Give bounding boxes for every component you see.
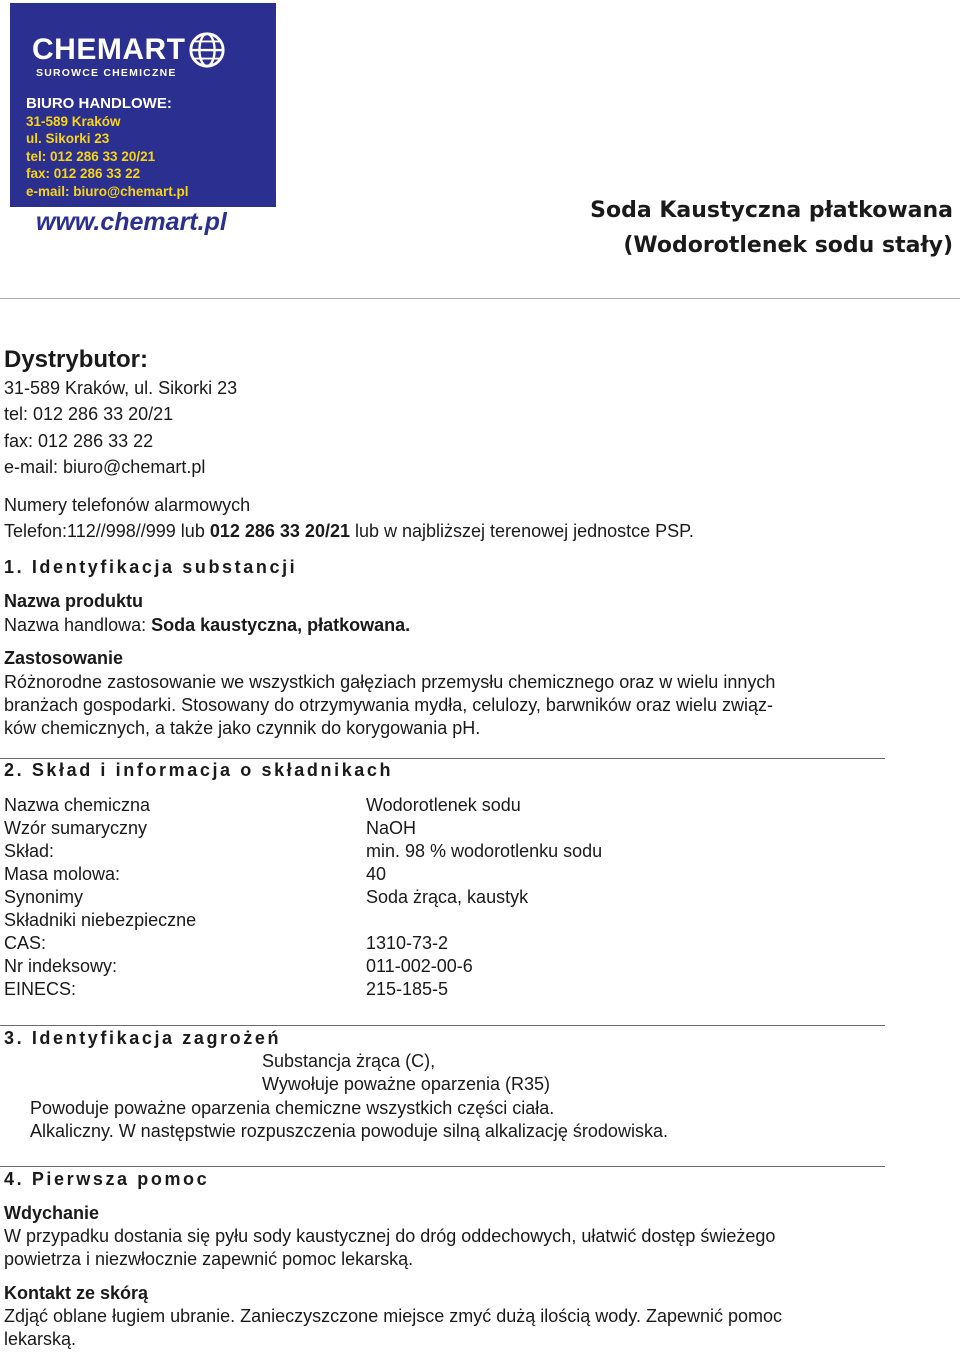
section-divider xyxy=(0,1025,885,1026)
skin-contact-text-line: lekarską. xyxy=(4,1329,77,1349)
document-title xyxy=(590,193,953,263)
logo-office-line: 31-589 Kraków xyxy=(26,113,121,129)
logo-brand: CHEMART xyxy=(32,33,186,66)
composition-label: Masa molowa: xyxy=(4,864,121,884)
product-name-label: Nazwa produktu xyxy=(4,591,144,611)
composition-value: 40 xyxy=(366,864,387,884)
hazard-line: Wywołuje poważne oparzenia (R35) xyxy=(262,1074,550,1094)
composition-label: CAS: xyxy=(4,933,47,953)
hazard-line: Substancja żrąca (C), xyxy=(262,1051,436,1071)
distributor-heading: Dystrybutor: xyxy=(4,346,149,373)
usage-text-line: Różnorodne zastosowanie we wszystkich gałęziach przemysłu chemicznego oraz w wielu innych xyxy=(4,672,776,692)
distributor-fax: fax: 012 286 33 22 xyxy=(4,431,154,451)
section-divider xyxy=(0,1166,885,1167)
composition-value: 011-002-00-6 xyxy=(366,956,473,976)
trade-name-label: Nazwa handlowa: xyxy=(4,615,152,635)
logo-office-line: ul. Sikorki 23 xyxy=(26,131,110,146)
emergency-suffix: lub w najbliższej terenowej jednostce PSP. xyxy=(349,521,694,541)
inhalation-label: Wdychanie xyxy=(4,1203,100,1223)
composition-label: Synonimy xyxy=(4,887,84,907)
distributor-address: 31-589 Kraków, ul. Sikorki 23 xyxy=(4,378,238,398)
composition-label: Skład: xyxy=(4,841,55,861)
skin-contact-label: Kontakt ze skórą xyxy=(4,1283,149,1303)
distributor-tel: tel: 012 286 33 20/21 xyxy=(4,404,174,424)
logo-office-line: fax: 012 286 33 22 xyxy=(26,166,141,181)
logo-tagline: SUROWCE CHEMICZNE xyxy=(36,67,177,79)
skin-contact-text-line: Zdjąć oblane ługiem ubranie. Zanieczyszczone miejsce zmyć dużą ilością wody. Zapewnić pomoc xyxy=(4,1306,783,1326)
distributor-email: e-mail: biuro@chemart.pl xyxy=(4,457,206,477)
usage-label: Zastosowanie xyxy=(4,648,124,668)
composition-value: Soda żrąca, kaustyk xyxy=(366,887,529,907)
document-subtitle-line: (Wodorotlenek sodu stały) xyxy=(623,233,953,258)
logo-office-line: e-mail: biuro@chemart.pl xyxy=(26,183,189,199)
composition-label: Składniki niebezpieczne xyxy=(4,910,197,930)
emergency-prefix: Telefon:112//998//999 lub xyxy=(4,521,210,541)
logo-office-title: BIURO HANDLOWE: xyxy=(26,95,172,112)
section-2-heading: 2. Skład i informacja o składnikach xyxy=(4,760,394,780)
composition-label: Wzór sumaryczny xyxy=(4,818,148,838)
section-3-heading: 3. Identyfikacja zagrożeń xyxy=(4,1028,282,1048)
hazard-line: Powoduje poważne oparzenia chemiczne wszystkich części ciała. xyxy=(30,1098,555,1118)
section-1-heading: 1. Identyfikacja substancji xyxy=(4,557,298,577)
composition-value: NaOH xyxy=(366,818,417,838)
composition-value: 215-185-5 xyxy=(366,979,449,999)
hazard-line: Alkaliczny. W następstwie rozpuszczenia powoduje silną alkalizację środowiska. xyxy=(30,1121,668,1141)
usage-text-line: branżach gospodarki. Stosowany do otrzymywania mydła, celulozy, barwników oraz wielu związ- xyxy=(4,695,773,715)
trade-name-line xyxy=(4,615,410,636)
trade-name-value: Soda kaustyczna, płatkowana. xyxy=(151,615,411,635)
emergency-heading: Numery telefonów alarmowych xyxy=(4,495,251,515)
composition-value: min. 98 % wodorotlenku sodu xyxy=(366,841,603,861)
logo-office-block xyxy=(26,95,188,200)
emergency-line xyxy=(4,521,694,542)
globe-icon xyxy=(188,31,226,69)
composition-value: 1310-73-2 xyxy=(366,933,449,953)
inhalation-text-line: powietrza i niezwłocznie zapewnić pomoc lekarską. xyxy=(4,1249,414,1269)
company-logo xyxy=(10,3,276,239)
section-4-heading: 4. Pierwsza pomoc xyxy=(4,1169,210,1189)
document-title-line: Soda Kaustyczna płatkowana xyxy=(590,198,953,223)
composition-value: Wodorotlenek sodu xyxy=(366,795,521,815)
composition-label: Nazwa chemiczna xyxy=(4,795,151,815)
section-divider xyxy=(0,758,885,759)
composition-label: EINECS: xyxy=(4,979,77,999)
inhalation-text-line: W przypadku dostania się pyłu sody kaustycznej do dróg oddechowych, ułatwić dostęp świeżego xyxy=(4,1226,776,1246)
logo-website-bar xyxy=(10,207,276,239)
logo-office-line: tel: 012 286 33 20/21 xyxy=(26,148,156,164)
logo-website: www.chemart.pl xyxy=(36,208,227,236)
usage-text-line: ków chemicznych, a także jako czynnik do korygowania pH. xyxy=(4,718,481,738)
header-divider xyxy=(0,298,960,299)
emergency-number: 012 286 33 20/21 xyxy=(209,521,350,541)
composition-label: Nr indeksowy: xyxy=(4,956,118,976)
